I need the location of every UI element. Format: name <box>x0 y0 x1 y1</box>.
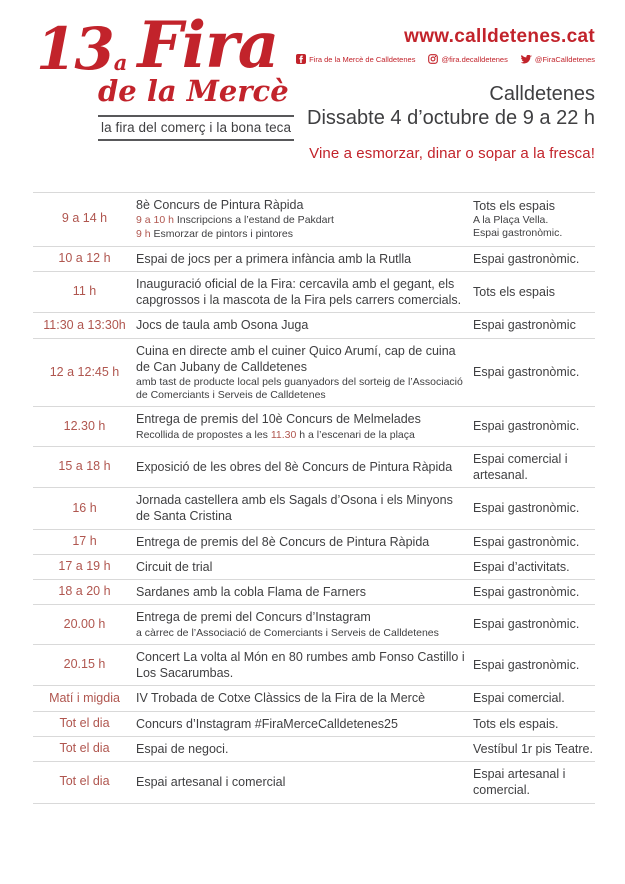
event-details <box>136 411 473 441</box>
event-location <box>473 616 595 632</box>
event-location-main: Espai gastronòmic. <box>473 617 580 632</box>
event-location-main: Espai gastronòmic. <box>473 657 580 672</box>
event-time: Matí i migdia <box>49 690 120 705</box>
event-location-subtext: Espai gastronòmic. <box>473 227 563 240</box>
event-location <box>473 657 595 673</box>
event-location-main: Tots els espais <box>473 199 555 213</box>
event-location-main: Espai gastronòmic. <box>473 419 580 434</box>
event-location <box>473 690 595 706</box>
event-title: IV Trobada de Cotxe Clàssics de la Fira de la Mercè <box>136 691 426 706</box>
event-details <box>136 609 473 639</box>
event-location-main: Espai comercial i artesanal. <box>473 451 568 482</box>
event-subtext: 9 h Esmorzar de pintors i pintores <box>136 228 294 241</box>
event-subtext: a càrrec de l’Associació de Comerciants i Serveis de Calldetenes <box>136 626 439 639</box>
event-details <box>136 534 473 550</box>
event-title: Entrega de premis del 8è Concurs de Pintura Ràpida <box>136 534 430 549</box>
event-location-main: Espai comercial. <box>473 691 565 706</box>
event-subtext: 9 a 10 h Inscripcions a l’estand de Pakdart <box>136 214 334 227</box>
social-links <box>296 54 595 64</box>
event-location <box>473 741 595 757</box>
event-title: Sardanes amb la cobla Flama de Farners <box>136 585 366 600</box>
event-location <box>473 584 595 600</box>
schedule-row <box>33 338 595 407</box>
event-location <box>473 534 595 550</box>
event-details <box>136 774 473 790</box>
logo-edition-number: 13 <box>36 15 113 83</box>
event-location <box>473 364 595 380</box>
event-title: Espai artesanal i comercial <box>136 775 286 790</box>
event-details <box>136 559 473 575</box>
event-location <box>473 284 595 300</box>
twitter-handle <box>521 55 595 64</box>
event-time: 12 a 12:45 h <box>49 364 120 379</box>
event-location <box>473 716 595 732</box>
event-title: Entrega de premi del Concurs d’Instagram <box>136 610 371 625</box>
schedule-row <box>33 711 595 736</box>
event-details <box>136 690 473 706</box>
event-time: Tot el dia <box>59 741 110 756</box>
event-title: Concurs d’Instagram #FiraMerceCalldetenes25 <box>136 716 398 731</box>
event-location-main: Espai artesanal i comercial. <box>473 767 566 798</box>
event-location <box>473 559 595 575</box>
event-location <box>473 500 595 516</box>
event-location <box>473 418 595 434</box>
event-time: 18 a 20 h <box>58 584 111 599</box>
facebook-handle-label: Fira de la Mercè de Calldetenes <box>309 54 416 64</box>
header-right <box>296 26 595 162</box>
event-time: 10 a 12 h <box>58 250 111 265</box>
event-title: Jornada castellera amb els Sagals d’Osona i els Minyons de Santa Cristina <box>136 493 453 524</box>
event-place: Calldetenes <box>489 83 595 105</box>
event-details <box>136 197 473 242</box>
schedule-row <box>33 529 595 554</box>
event-time: 12.30 h <box>63 418 106 433</box>
event-title: Inauguració oficial de la Fira: cercavila amb el gegant, els capgrossos i la mascota de la Fira pels carrers comercials. <box>136 276 462 307</box>
event-details <box>136 741 473 757</box>
event-time: 11 h <box>72 284 97 299</box>
event-location-subtext: A la Plaça Vella. <box>473 214 549 227</box>
event-location-main: Espai gastronòmic. <box>473 251 580 266</box>
logo-subtitle: de la Mercè <box>98 74 289 108</box>
schedule-row <box>33 604 595 643</box>
event-title: Espai de negoci. <box>136 741 229 756</box>
facebook-icon <box>296 54 306 64</box>
event-location <box>473 317 595 333</box>
event-title: Espai de jocs per a primera infància amb la Rutlla <box>136 251 412 266</box>
event-location-main: Espai gastronòmic <box>473 318 576 333</box>
slogan: Vine a esmorzar, dinar o sopar a la fresca! <box>309 145 595 162</box>
event-time: 17 a 19 h <box>58 559 111 574</box>
event-subtext: amb tast de producte local pels guanyadors del sorteig de l’Associació de Comerciants i Serveis de Calldetenes <box>136 376 463 402</box>
event-location-main: Espai gastronòmic. <box>473 365 580 380</box>
fira-logo <box>36 8 294 141</box>
event-time: 11:30 a 13:30h <box>43 317 126 332</box>
schedule-row <box>33 312 595 337</box>
event-location-main: Vestíbul 1r pis Teatre. <box>473 741 593 756</box>
event-details <box>136 716 473 732</box>
schedule-row <box>33 761 595 803</box>
logo-tagline: la fira del comerç i la bona teca <box>98 115 294 141</box>
event-time: 20.15 h <box>63 657 106 672</box>
schedule-row <box>33 246 595 271</box>
schedule-row <box>33 406 595 445</box>
event-time: Tot el dia <box>59 774 110 789</box>
event-title: Jocs de taula amb Osona Juga <box>136 318 309 333</box>
event-details <box>136 317 473 333</box>
event-location <box>473 766 595 799</box>
schedule-row <box>33 736 595 761</box>
event-details <box>136 649 473 682</box>
schedule-row <box>33 271 595 313</box>
event-location <box>473 251 595 267</box>
header <box>0 0 625 192</box>
event-title: 8è Concurs de Pintura Ràpida <box>136 198 304 212</box>
event-time: 9 a 14 h <box>61 211 108 226</box>
event-location-main: Espai gastronòmic. <box>473 534 580 549</box>
schedule-row <box>33 446 595 488</box>
event-details <box>136 343 473 403</box>
event-title: Circuit de trial <box>136 559 213 574</box>
twitter-icon <box>521 55 532 64</box>
event-time: 15 a 18 h <box>58 459 111 474</box>
event-location-main: Tots els espais. <box>473 716 559 731</box>
event-title: Exposició de les obres del 8è Concurs de Pintura Ràpida <box>136 459 453 474</box>
facebook-handle <box>296 54 415 64</box>
schedule-row <box>33 644 595 686</box>
event-time: 20.00 h <box>63 616 106 631</box>
event-subtext: Recollida de propostes a les 11.30 h a l’escenari de la plaça <box>136 428 415 441</box>
event-location-main: Espai gastronòmic. <box>473 501 580 516</box>
schedule-row <box>33 192 595 246</box>
event-location <box>473 198 595 241</box>
event-location-main: Espai gastronòmic. <box>473 585 580 600</box>
schedule-table <box>33 192 595 804</box>
event-details <box>136 459 473 475</box>
logo-edition-ordinal: a <box>113 50 128 75</box>
schedule-row <box>33 685 595 710</box>
event-details <box>136 276 473 309</box>
event-location-main: Tots els espais <box>473 284 555 299</box>
instagram-icon <box>428 54 438 64</box>
event-details <box>136 492 473 525</box>
event-time: Tot el dia <box>59 715 110 730</box>
event-details <box>136 251 473 267</box>
event-details <box>136 584 473 600</box>
logo-title-line <box>36 8 294 83</box>
instagram-handle <box>428 54 507 64</box>
schedule-row <box>33 487 595 529</box>
schedule-row <box>33 579 595 604</box>
event-time: 17 h <box>72 533 97 548</box>
event-time: 16 h <box>72 500 97 515</box>
event-title: Entrega de premis del 10è Concurs de Melmelades <box>136 412 421 427</box>
event-location <box>473 451 595 484</box>
event-title: Cuina en directe amb el cuiner Quico Arumí, cap de cuina de Can Jubany de Calldetenes <box>136 343 456 374</box>
twitter-handle-label: @FiraCalldetenes <box>534 54 595 64</box>
instagram-handle-label: @fira.decalldetenes <box>441 54 508 64</box>
event-location-main: Espai d’activitats. <box>473 559 570 574</box>
website-url: www.calldetenes.cat <box>404 26 595 47</box>
event-title: Concert La volta al Món en 80 rumbes amb Fonso Castillo i Los Sacarumbas. <box>136 649 465 680</box>
logo-title: Fira <box>137 8 279 83</box>
event-date: Dissabte 4 d’octubre de 9 a 22 h <box>307 107 595 129</box>
schedule-row <box>33 554 595 579</box>
